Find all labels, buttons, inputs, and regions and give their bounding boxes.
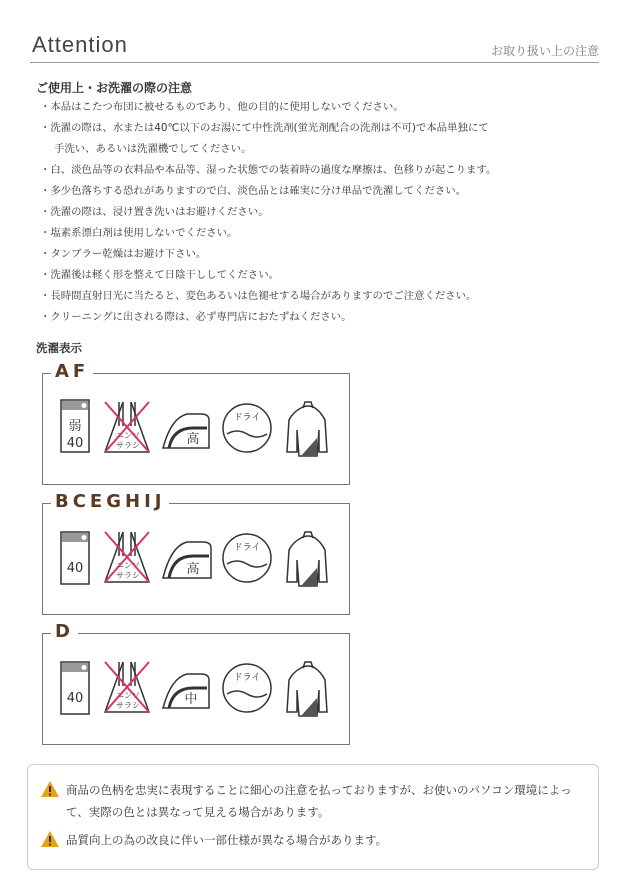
- iron-level-text: 中: [184, 692, 198, 707]
- svg-text:エンソ: エンソ: [116, 561, 140, 570]
- dry-clean-icon: [223, 404, 271, 452]
- note-item: ・洗濯後は軽く形を整えて日陰干ししてください。: [40, 269, 279, 281]
- svg-text:ドライ: ドライ: [233, 543, 261, 553]
- wash-temp-text: 40: [66, 436, 84, 451]
- warning-text: て、実際の色とは異なって見える場合があります。: [66, 805, 330, 819]
- notes-list: [40, 97, 496, 328]
- hang-dry-icon: [287, 662, 327, 716]
- iron-icon: [163, 674, 209, 708]
- iron-icon: [163, 414, 209, 448]
- no-bleach-icon: [105, 532, 149, 582]
- warning-box: [27, 764, 599, 870]
- svg-text:サラシ: サラシ: [116, 701, 140, 710]
- no-bleach-icon: [105, 662, 149, 712]
- svg-text:ドライ: ドライ: [233, 413, 261, 423]
- note-item: ・タンブラー乾燥はお避け下さい。: [40, 248, 207, 260]
- hang-dry-icon: [287, 532, 327, 586]
- note-item: 手洗い、あるいは洗濯機でしてください。: [54, 143, 252, 155]
- header-divider: [30, 62, 599, 63]
- note-item: ・洗濯の際は、浸け置き洗いはお避けください。: [40, 206, 269, 218]
- svg-text:エンソ: エンソ: [116, 431, 140, 440]
- wash-tub-icon: [61, 532, 89, 584]
- care-group-bceghij: [42, 491, 350, 615]
- care-group-af: [42, 361, 350, 485]
- warning-text: 品質向上の為の改良に伴い一部仕様が異なる場合があります。: [66, 833, 388, 847]
- iron-level-text: 高: [186, 562, 200, 577]
- care-group-d: [42, 621, 350, 745]
- notes-heading: ご使用上・お洗濯の際の注意: [36, 81, 193, 95]
- note-item: ・洗濯の際は、水または40℃以下のお湯にて中性洗剤(蛍光剤配合の洗剤は不可)で本品単独にて: [40, 122, 489, 134]
- warning-item: [40, 829, 387, 851]
- hang-dry-icon: [287, 402, 327, 456]
- iron-level-text: 高: [186, 432, 200, 447]
- warning-icon: [40, 830, 60, 848]
- page-title: Attention: [32, 32, 128, 57]
- warning-text: 商品の色柄を忠実に表現することに細心の注意を払っておりますが、お使いのパソコン環境によっ: [66, 783, 572, 797]
- svg-text:エンソ: エンソ: [116, 691, 140, 700]
- note-item: ・多少色落ちする恐れがありますので白、淡色品とは確実に分け単品で洗濯してください。: [40, 185, 467, 197]
- care-symbols: [43, 634, 349, 746]
- page-subtitle: お取り扱い上の注意: [490, 44, 599, 58]
- no-bleach-icon: [105, 402, 149, 452]
- care-group-label: D: [51, 621, 78, 642]
- warning-icon: [40, 780, 60, 798]
- wash-weak-text: 弱: [68, 419, 82, 434]
- care-symbols: [43, 374, 349, 486]
- note-item: ・本品はこたつ布団に被せるものであり、他の目的に使用しないでください。: [40, 101, 404, 113]
- note-item: ・塩素系漂白剤は使用しないでください。: [40, 227, 238, 239]
- care-group-label: AF: [51, 361, 93, 382]
- note-item: ・白、淡色品等の衣料品や本品等、湿った状態での装着時の過度な摩擦は、色移りが起こります。: [40, 164, 497, 176]
- note-item: ・長時間直射日光に当たると、変色あるいは色褪せする場合がありますのでご注意ください。: [40, 290, 477, 302]
- dry-clean-icon: [223, 664, 271, 712]
- svg-text:ドライ: ドライ: [233, 673, 261, 683]
- wash-tub-icon: [61, 662, 89, 714]
- wash-tub-icon: [61, 400, 89, 452]
- care-group-label: BCEGHIJ: [51, 491, 169, 512]
- care-symbols: [43, 504, 349, 616]
- wash-temp-text: 40: [66, 561, 84, 576]
- svg-text:サラシ: サラシ: [116, 571, 140, 580]
- wash-temp-text: 40: [66, 691, 84, 706]
- wash-heading: 洗濯表示: [36, 341, 82, 355]
- svg-text:サラシ: サラシ: [116, 441, 140, 450]
- note-item: ・クリーニングに出される際は、必ず専門店におたずねください。: [40, 311, 352, 323]
- iron-icon: [163, 542, 211, 578]
- warning-item: [40, 779, 572, 823]
- dry-clean-icon: [223, 534, 271, 582]
